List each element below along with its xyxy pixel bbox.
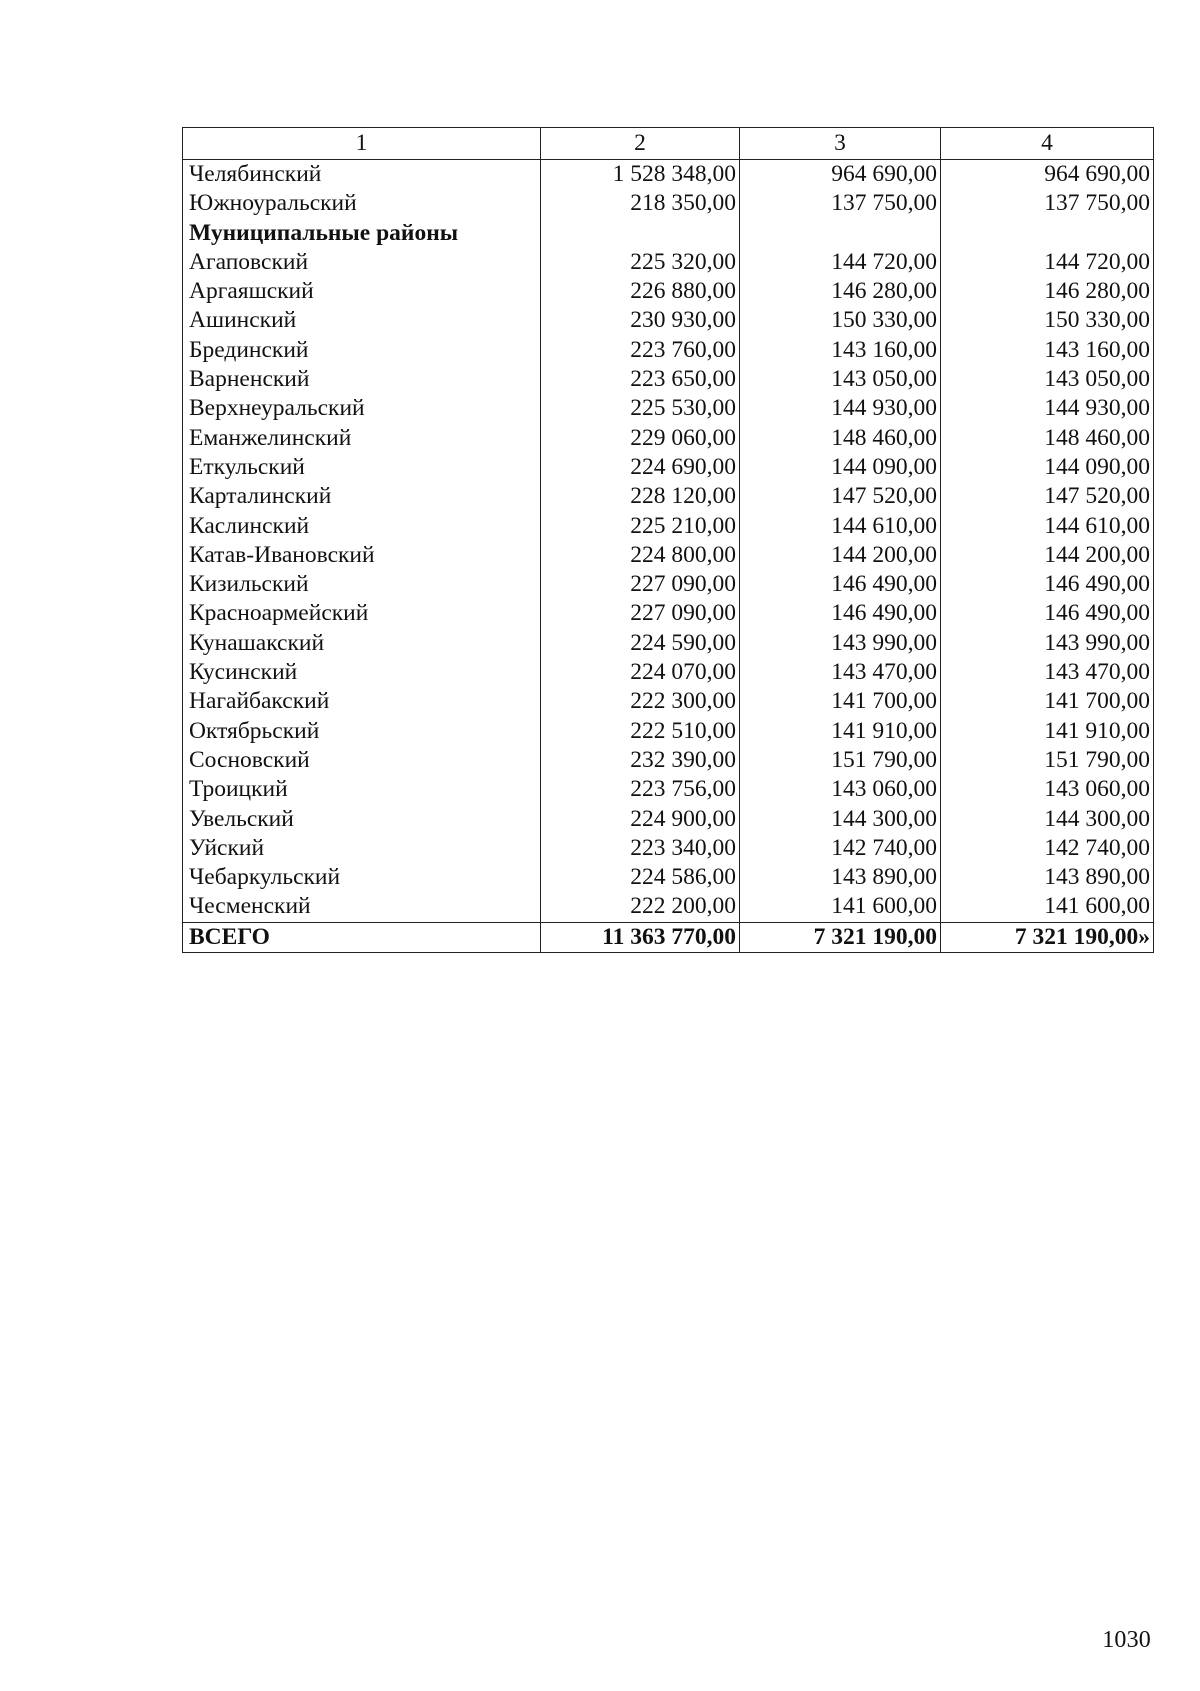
row-col4-cell: 144 720,00	[941, 248, 1154, 277]
table-row	[183, 512, 1154, 541]
row-col2-cell: 218 350,00	[541, 189, 740, 218]
row-col4-cell: 144 610,00	[941, 512, 1154, 541]
row-col4-cell: 143 990,00	[941, 629, 1154, 658]
row-col3-cell: 148 460,00	[740, 424, 941, 453]
column-header: 4	[941, 128, 1154, 160]
row-name-cell: Октябрьский	[183, 717, 541, 746]
row-col2-cell: 1 528 348,00	[541, 160, 740, 190]
table-row	[183, 717, 1154, 746]
row-col4-cell: 144 300,00	[941, 805, 1154, 834]
row-name-cell: Нагайбакский	[183, 687, 541, 716]
row-col3-cell: 144 300,00	[740, 805, 941, 834]
row-col4-cell: 143 060,00	[941, 775, 1154, 804]
row-name-cell: Кунашакский	[183, 629, 541, 658]
table-row	[183, 424, 1154, 453]
appropriations-table	[182, 127, 1154, 953]
row-col3-cell: 143 060,00	[740, 775, 941, 804]
row-col3-cell: 137 750,00	[740, 189, 941, 218]
table-row	[183, 482, 1154, 511]
row-col2-cell: 225 530,00	[541, 394, 740, 423]
section-row	[183, 219, 1154, 248]
row-col4-cell: 146 280,00	[941, 277, 1154, 306]
header-row	[183, 128, 1154, 160]
row-name-cell: Красноармейский	[183, 599, 541, 628]
row-col2-cell: 232 390,00	[541, 746, 740, 775]
row-col3-cell: 144 610,00	[740, 512, 941, 541]
row-col3-cell: 151 790,00	[740, 746, 941, 775]
row-col2-cell: 227 090,00	[541, 599, 740, 628]
row-col4-cell: 141 600,00	[941, 892, 1154, 922]
row-col4-cell: 144 090,00	[941, 453, 1154, 482]
row-col4-cell	[941, 219, 1154, 248]
table-row	[183, 834, 1154, 863]
table-row	[183, 394, 1154, 423]
row-name-cell: Карталинский	[183, 482, 541, 511]
row-col4-cell: 147 520,00	[941, 482, 1154, 511]
row-name-cell: Еманжелинский	[183, 424, 541, 453]
table-row	[183, 248, 1154, 277]
row-col2-cell: 230 930,00	[541, 306, 740, 335]
row-col3-cell: 143 990,00	[740, 629, 941, 658]
row-name-cell: Варненский	[183, 365, 541, 394]
table-row	[183, 599, 1154, 628]
column-header: 2	[541, 128, 740, 160]
row-name-cell: Ашинский	[183, 306, 541, 335]
row-col3-cell: 141 600,00	[740, 892, 941, 922]
column-header: 1	[183, 128, 541, 160]
table-body	[183, 160, 1154, 923]
table-row	[183, 629, 1154, 658]
row-col2-cell: 227 090,00	[541, 570, 740, 599]
row-col4-cell: 141 700,00	[941, 687, 1154, 716]
row-col4-cell: 141 910,00	[941, 717, 1154, 746]
table-row	[183, 863, 1154, 892]
row-name-cell: Уйский	[183, 834, 541, 863]
row-col3-cell: 143 160,00	[740, 336, 941, 365]
row-col4-cell: 150 330,00	[941, 306, 1154, 335]
row-name-cell: Увельский	[183, 805, 541, 834]
row-name-cell: Кизильский	[183, 570, 541, 599]
table-header	[183, 128, 1154, 160]
row-col4-cell: 146 490,00	[941, 570, 1154, 599]
row-name-cell: Троицкий	[183, 775, 541, 804]
row-col3-cell: 141 910,00	[740, 717, 941, 746]
row-col2-cell: 223 756,00	[541, 775, 740, 804]
row-col3-cell: 144 720,00	[740, 248, 941, 277]
row-name-cell: Чесменский	[183, 892, 541, 922]
row-col2-cell: 225 210,00	[541, 512, 740, 541]
row-col3-cell: 143 890,00	[740, 863, 941, 892]
page-number: 1030	[1102, 1627, 1151, 1653]
row-col4-cell: 144 930,00	[941, 394, 1154, 423]
row-col2-cell: 222 200,00	[541, 892, 740, 922]
row-col4-cell: 964 690,00	[941, 160, 1154, 190]
table-row	[183, 746, 1154, 775]
row-col3-cell: 964 690,00	[740, 160, 941, 190]
row-name-cell: Сосновский	[183, 746, 541, 775]
row-col3-cell	[740, 219, 941, 248]
table-row	[183, 775, 1154, 804]
row-name-cell: Челябинский	[183, 160, 541, 190]
table-row	[183, 892, 1154, 922]
table-row	[183, 160, 1154, 190]
row-name-cell: Верхнеуральский	[183, 394, 541, 423]
table-row	[183, 336, 1154, 365]
row-col2-cell: 222 300,00	[541, 687, 740, 716]
row-col2-cell: 229 060,00	[541, 424, 740, 453]
row-name-cell: Чебаркульский	[183, 863, 541, 892]
row-col2-cell: 224 586,00	[541, 863, 740, 892]
row-name-cell: Брединский	[183, 336, 541, 365]
total-label: ВСЕГО	[183, 922, 541, 952]
row-col2-cell: 222 510,00	[541, 717, 740, 746]
table-row	[183, 805, 1154, 834]
table-footer	[183, 922, 1154, 952]
row-col2-cell: 224 070,00	[541, 658, 740, 687]
row-col2-cell: 224 900,00	[541, 805, 740, 834]
row-col3-cell: 146 280,00	[740, 277, 941, 306]
row-col4-cell: 137 750,00	[941, 189, 1154, 218]
row-col2-cell: 224 590,00	[541, 629, 740, 658]
table-row	[183, 453, 1154, 482]
table-row	[183, 189, 1154, 218]
row-col3-cell: 144 200,00	[740, 541, 941, 570]
table-row	[183, 658, 1154, 687]
row-col2-cell: 228 120,00	[541, 482, 740, 511]
row-name-cell: Каслинский	[183, 512, 541, 541]
total-row	[183, 922, 1154, 952]
row-col4-cell: 143 890,00	[941, 863, 1154, 892]
row-name-cell: Аргаяшский	[183, 277, 541, 306]
row-col3-cell: 142 740,00	[740, 834, 941, 863]
row-col3-cell: 147 520,00	[740, 482, 941, 511]
total-col4: 7 321 190,00»	[941, 922, 1154, 952]
row-name-cell: Еткульский	[183, 453, 541, 482]
row-col4-cell: 143 470,00	[941, 658, 1154, 687]
row-col3-cell: 146 490,00	[740, 570, 941, 599]
row-col2-cell	[541, 219, 740, 248]
row-col3-cell: 141 700,00	[740, 687, 941, 716]
row-col2-cell: 224 800,00	[541, 541, 740, 570]
row-col4-cell: 148 460,00	[941, 424, 1154, 453]
total-col3: 7 321 190,00	[740, 922, 941, 952]
table-row	[183, 541, 1154, 570]
row-col2-cell: 223 760,00	[541, 336, 740, 365]
row-col2-cell: 225 320,00	[541, 248, 740, 277]
table-row	[183, 306, 1154, 335]
table-row	[183, 365, 1154, 394]
column-header: 3	[740, 128, 941, 160]
row-col4-cell: 151 790,00	[941, 746, 1154, 775]
row-name-cell: Кусинский	[183, 658, 541, 687]
row-col3-cell: 143 050,00	[740, 365, 941, 394]
row-col4-cell: 143 050,00	[941, 365, 1154, 394]
table-row	[183, 277, 1154, 306]
row-col4-cell: 143 160,00	[941, 336, 1154, 365]
row-col2-cell: 226 880,00	[541, 277, 740, 306]
row-col3-cell: 150 330,00	[740, 306, 941, 335]
table-row	[183, 687, 1154, 716]
table-row	[183, 570, 1154, 599]
row-col3-cell: 144 090,00	[740, 453, 941, 482]
row-col4-cell: 142 740,00	[941, 834, 1154, 863]
row-name-cell: Агаповский	[183, 248, 541, 277]
row-col3-cell: 146 490,00	[740, 599, 941, 628]
row-col2-cell: 223 650,00	[541, 365, 740, 394]
row-col3-cell: 143 470,00	[740, 658, 941, 687]
row-name-cell: Муниципальные районы	[183, 219, 541, 248]
row-col2-cell: 223 340,00	[541, 834, 740, 863]
row-col4-cell: 144 200,00	[941, 541, 1154, 570]
total-col2: 11 363 770,00	[541, 922, 740, 952]
row-name-cell: Южноуральский	[183, 189, 541, 218]
row-col3-cell: 144 930,00	[740, 394, 941, 423]
row-col2-cell: 224 690,00	[541, 453, 740, 482]
row-col4-cell: 146 490,00	[941, 599, 1154, 628]
row-name-cell: Катав-Ивановский	[183, 541, 541, 570]
